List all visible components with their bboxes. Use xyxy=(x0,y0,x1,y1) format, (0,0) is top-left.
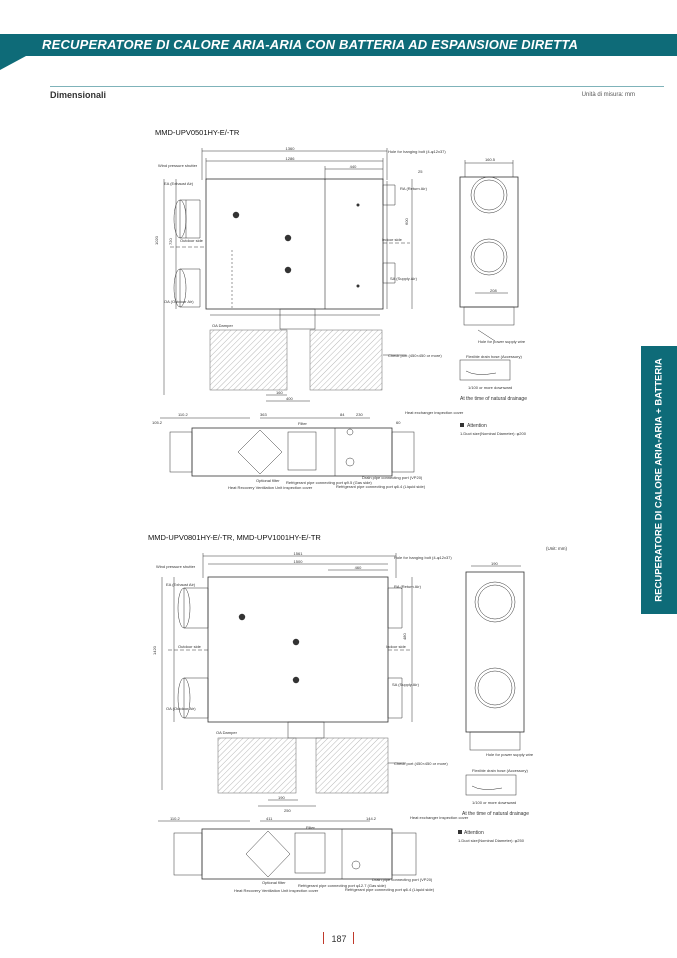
label-drain-hose-1: Flexible drain hose (Accessory) xyxy=(466,354,522,359)
label-natural-drainage-2: At the time of natural drainage xyxy=(462,811,529,817)
label-duct-note-2: 1.Duct size(Nominal Diameter): φ250 xyxy=(458,838,524,843)
page-mark-right xyxy=(353,932,354,944)
label-ea-2: EA (Exhaust Air) xyxy=(166,582,196,587)
label-sa-2: SA (Supply Air) xyxy=(392,682,419,687)
label-optional-filter-1: Optional filter xyxy=(256,478,280,483)
label-optional-filter-2: Optional filter xyxy=(262,880,286,885)
units-note-2: (Unit: mm) xyxy=(546,546,567,551)
label-gas-pipe-1: Refrigerant pipe connecting port φ9.5 (Gas side) xyxy=(286,480,372,485)
front-view-2 xyxy=(140,815,469,900)
page-title: RECUPERATORE DI CALORE ARIA-ARIA CON BATTERIA AD ESPANSIONE DIRETTA xyxy=(42,37,579,52)
label-indoor-side-2: Indoor side xyxy=(386,644,406,649)
dim-1561: 1561 xyxy=(293,551,303,556)
dim-25: 25 xyxy=(418,169,423,174)
dim-1420: 1420 xyxy=(152,646,157,655)
dim-230: 230 xyxy=(356,412,363,417)
label-pressure-shutter-2: Wind pressure shutter xyxy=(156,564,196,569)
label-drain-pipe-1: Drain pipe connecting port (VP20) xyxy=(362,475,423,480)
label-indoor-side-1: Indoor side xyxy=(382,237,402,242)
label-hanging-2: Hole for hanging bolt (4-φ12x37) xyxy=(394,555,452,560)
label-drain-pipe-2: Drain pipe connecting port (VP20) xyxy=(372,877,433,882)
label-sa-1: SA (Supply Air) xyxy=(390,276,417,281)
dim-1360: 1360 xyxy=(285,146,295,151)
label-pressure-shutter-1: Wind pressure shutter xyxy=(158,163,198,168)
label-filter-2: Filter xyxy=(306,825,315,830)
label-filter-1: Filter xyxy=(298,421,307,426)
dim-440: 440 xyxy=(349,164,357,169)
dim-400: 400 xyxy=(286,396,293,401)
dim-144-2: 144.2 xyxy=(366,816,377,821)
label-check-port-2: Check port (450×450 or more) xyxy=(394,761,448,766)
dim-160-5: 160.5 xyxy=(485,157,496,162)
label-liquid-pipe-2: Refrigerant pipe connecting port φ6.4 (Liquid side) xyxy=(345,887,435,892)
label-slope-2: 1/100 or more downward xyxy=(472,800,517,805)
front-view-1 xyxy=(150,410,464,500)
dim-190: 190 xyxy=(278,795,285,800)
dim-363: 363 xyxy=(260,412,267,417)
label-slope-1: 1/100 or more downward xyxy=(468,385,513,390)
dim-208: 208 xyxy=(490,288,497,293)
section-heading: Dimensionali xyxy=(50,90,107,100)
dim-480: 480 xyxy=(402,633,407,640)
dim-1020: 1020 xyxy=(154,236,159,245)
plan-view-2 xyxy=(148,550,452,820)
label-natural-drainage-1: At the time of natural drainage xyxy=(460,396,527,402)
dim-411: 411 xyxy=(266,816,273,821)
dim-60: 60 xyxy=(396,420,401,425)
label-attention-2: Attention xyxy=(464,830,484,836)
dim-1286: 1286 xyxy=(285,156,295,161)
model-label-2: MMD-UPV0801HY-E/-TR, MMD-UPV1001HY-E/-TR xyxy=(148,533,321,542)
units-note: Unità di misura: mm xyxy=(581,92,635,98)
dim-720: 720 xyxy=(168,238,173,245)
dim-250: 250 xyxy=(284,808,291,813)
side-tab-label: RECUPERATORE DI CALORE ARIA-ARIA + BATTERIA xyxy=(653,358,665,602)
label-power-hole-2: Hole for power supply wire xyxy=(486,752,534,757)
page-number: 187 xyxy=(331,934,347,944)
label-damper-2: OA Damper xyxy=(216,730,237,735)
label-hrv-cover-2: Heat Recovery Ventilation Unit inspection cover xyxy=(234,888,319,893)
side-view-2 xyxy=(446,560,576,845)
label-damper-1: OA Damper xyxy=(212,323,233,328)
label-oa-1: OA (Outdoor Air) xyxy=(164,299,194,304)
plan-view-1 xyxy=(150,145,446,405)
label-hrv-cover-1: Heat Recovery Ventilation Unit inspection cover xyxy=(228,485,313,490)
dim-190-side: 190 xyxy=(491,561,498,566)
dim-110-2b: 110.2 xyxy=(170,816,180,821)
label-hx-cover-2: Heat exchanger inspection cover xyxy=(410,815,469,820)
dim-160: 160 xyxy=(276,390,283,395)
dim-84: 84 xyxy=(340,412,345,417)
label-duct-note-1: 1.Duct size(Nominal Diameter): φ200 xyxy=(460,431,526,436)
label-power-hole-1: Hole for power supply wire xyxy=(478,339,526,344)
label-attention-1: Attention xyxy=(467,423,487,429)
label-liquid-pipe-1: Refrigerant pipe connecting port φ6.4 (Liquid side) xyxy=(336,484,426,489)
label-ea-1: EA (Exhaust Air) xyxy=(164,181,194,186)
banner-tail xyxy=(0,56,26,70)
label-oa-2: OA (Outdoor Air) xyxy=(166,706,196,711)
label-hanging-1: Hole for hanging bolt (4-φ12x37) xyxy=(388,149,446,154)
side-view-1 xyxy=(440,155,570,445)
label-drain-hose-2: Flexible drain hose (Accessory) xyxy=(472,768,528,773)
dim-105-2: 105.2 xyxy=(152,420,163,425)
model-label-1: MMD-UPV0501HY-E/-TR xyxy=(155,128,240,137)
label-ra-1: RA (Return Air) xyxy=(400,186,427,191)
label-gas-pipe-2: Refrigerant pipe connecting port φ12.7 (Gas side) xyxy=(298,883,386,888)
dim-1500: 1500 xyxy=(293,559,303,564)
dim-460: 460 xyxy=(354,565,362,570)
label-check-port-1: Check port (450×450 or more) xyxy=(388,353,442,358)
dim-600: 600 xyxy=(404,218,409,225)
section-rule xyxy=(50,86,664,87)
label-ra-2: RA (Return Air) xyxy=(394,584,421,589)
label-hx-cover-1: Heat exchanger inspection cover xyxy=(405,410,464,415)
dim-110-2: 110.2 xyxy=(178,412,188,417)
label-outdoor-side-2: Outdoor side xyxy=(178,644,201,649)
label-outdoor-side-1: Outdoor side xyxy=(180,238,203,243)
